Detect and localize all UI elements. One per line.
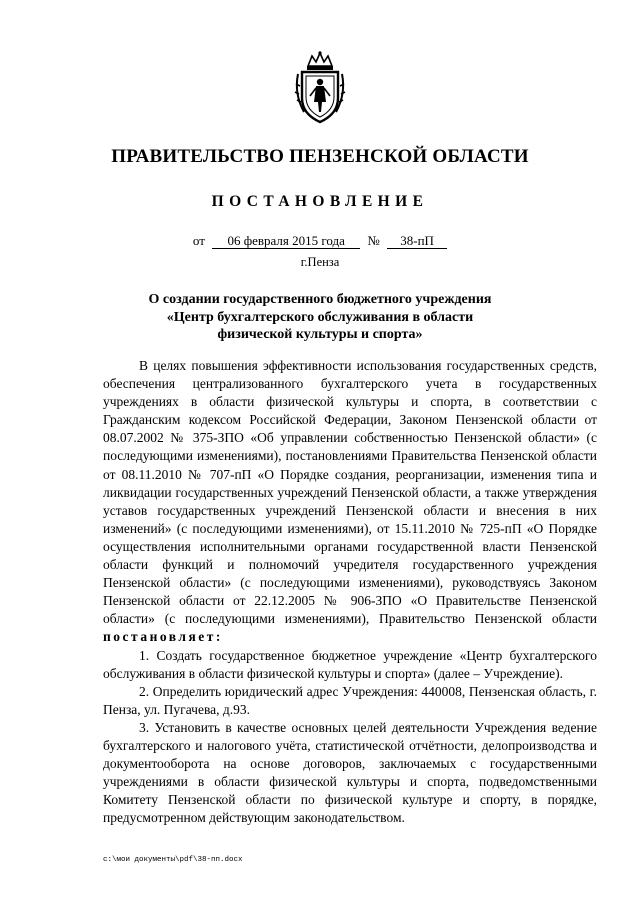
clause-3: 3. Установить в качестве основных целей деятельности Учреждения ведение бухгалтерского и налогового учёта, статистической отчётности, делопроизводства и документооборота на основе договоров, заключаемых с государственными учреждениями в области физической культуры и спорта, подведомственными Комитету Пензенской области по физической культуре и спорту, в порядке, предусмотренном действующим законодательством. (103, 719, 597, 826)
file-path-footer: c:\мои документы\pdf\38-пп.docx (103, 856, 243, 864)
document-type: ПОСТАНОВЛЕНИЕ (211, 193, 429, 210)
subject-line: О создании государственного бюджетного учреждения (148, 292, 492, 307)
date-number-line (0, 233, 640, 249)
preamble-paragraph (103, 357, 597, 647)
document-subject (100, 291, 540, 344)
document-date: 06 февраля 2015 года (212, 234, 360, 249)
clause-1: 1. Создать государственное бюджетное учреждение «Центр бухгалтерского обслуживания в области физической культуры и спорта» (далее – Учреждение). (103, 647, 597, 681)
clause-2: 2. Определить юридический адрес Учреждения: 440008, Пензенская область, г. Пенза, ул. Пугачева, д.93. (103, 683, 597, 717)
government-title: ПРАВИТЕЛЬСТВО ПЕНЗЕНСКОЙ ОБЛАСТИ (111, 146, 529, 167)
city: г.Пенза (300, 255, 340, 269)
document-body (103, 357, 597, 827)
document-number: 38-пП (387, 234, 447, 249)
number-prefix: № (367, 233, 380, 248)
preamble-text: В целях повышения эффективности использования государственных средств, обеспечения централизованного бухгалтерского учета в государственных учреждениях в области физической культуры и спорта, в соответствии с Гражданским кодексом Российской Федерации, Законом Пензенской области от 08.07.2002 № 375-ЗПО «Об управлении собственностью Пензенской области» (с последующими изменениями), постановлениями Правительства Пензенской области от 08.11.2010 № 707-пП «О Порядке создания, реорганизации, изменения типа и ликвидации государственных учреждений Пензенской области, а также утверждения уставов государственных учреждений Пензенской области и внесения в них изменений» (с последующими изменениями), от 15.11.2010 № 725-пП «О Порядке осуществления исполнительными органами государственной власти Пензенской области функций и полномочий учредителя государственного учреждения Пензенской области» (с последующими изменениями), руководствуясь Законом Пензенской области от 22.12.2005 № 906-ЗПО «О Правительстве Пензенской области» (с последующими изменениями), Правительство Пензенской области (103, 358, 597, 627)
subject-line: «Центр бухгалтерского обслуживания в области (166, 309, 474, 325)
coat-of-arms-icon (290, 50, 350, 126)
subject-line: физической культуры и спорта» (217, 327, 423, 342)
date-prefix: от (192, 233, 205, 248)
resolves-word: постановляет: (103, 629, 223, 645)
